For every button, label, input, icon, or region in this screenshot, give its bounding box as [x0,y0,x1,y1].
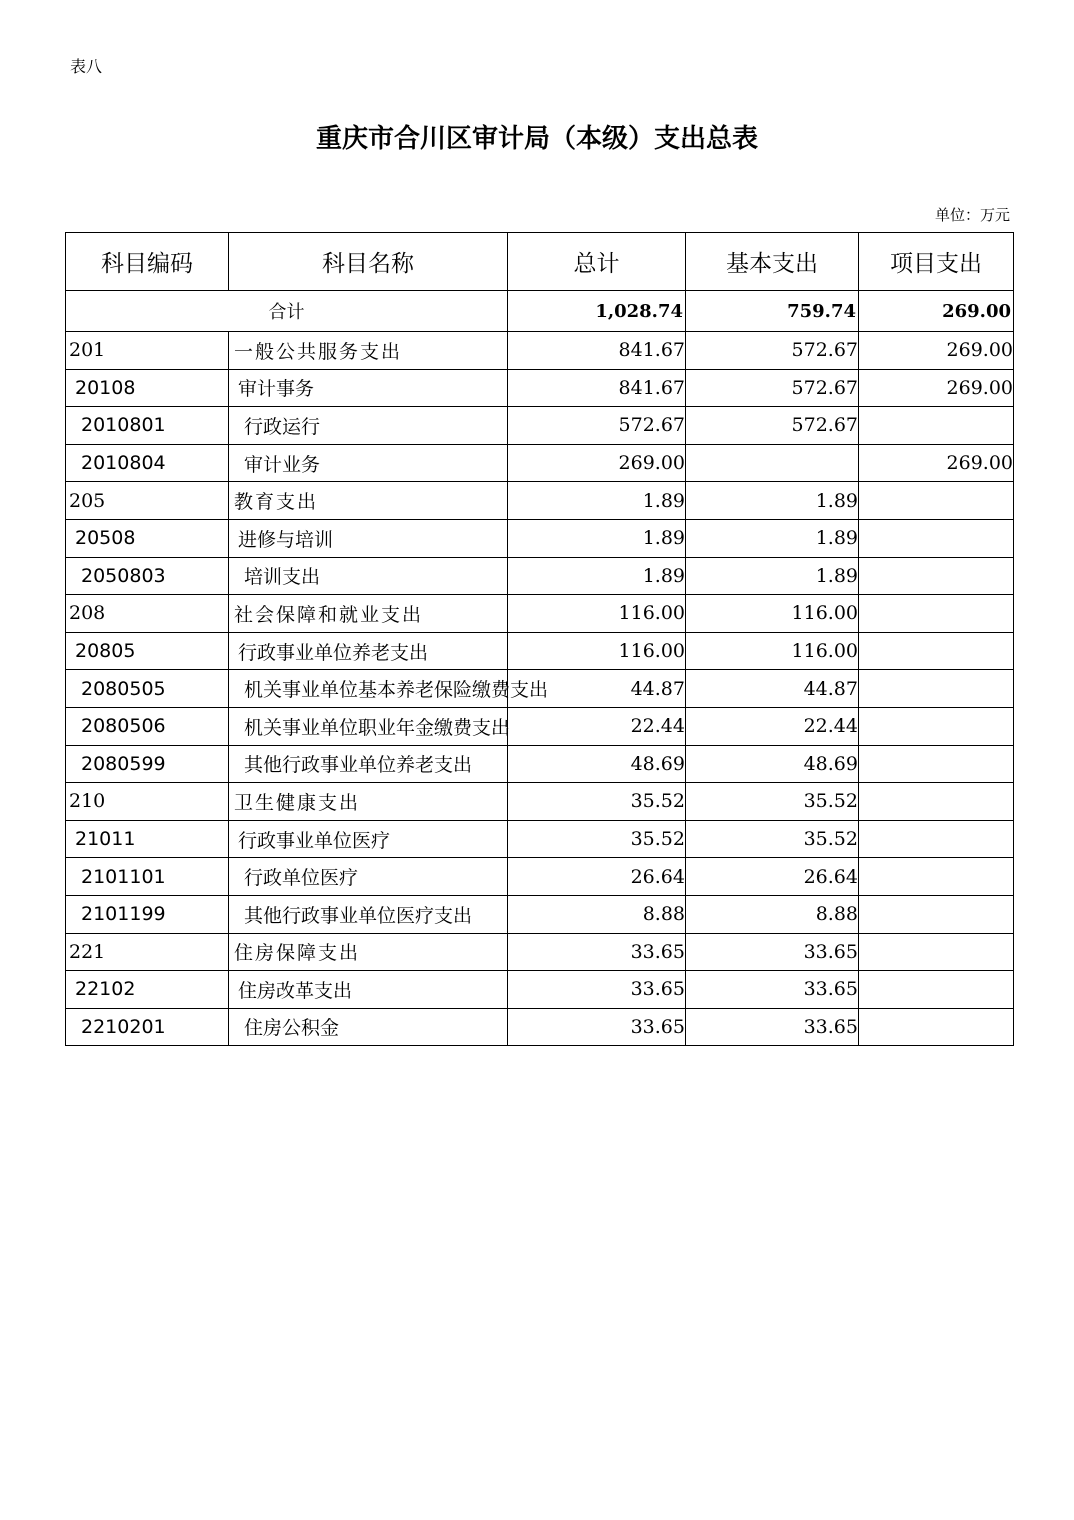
total-label: 合计 [66,291,508,332]
table-row [66,407,1014,445]
total-cell: 26.64 [508,858,686,896]
name-cell: 卫生健康支出 [229,783,508,821]
basic-cell: 22.44 [686,707,859,745]
total-cell: 33.65 [508,971,686,1009]
code-cell: 20108 [66,369,229,407]
total-cell: 33.65 [508,1008,686,1046]
total-cell: 1.89 [508,519,686,557]
basic-cell: 116.00 [686,632,859,670]
basic-cell: 35.52 [686,783,859,821]
code-cell: 21011 [66,820,229,858]
table-row [66,670,1014,708]
name-cell: 行政单位医疗 [229,858,508,896]
basic-cell: 1.89 [686,482,859,520]
table-row [66,933,1014,971]
name-cell: 一般公共服务支出 [229,332,508,370]
code-cell: 2080505 [66,670,229,708]
table-row [66,707,1014,745]
project-cell [859,482,1014,520]
total-cell: 116.00 [508,632,686,670]
total-cell: 269.00 [508,444,686,482]
code-cell: 2210201 [66,1008,229,1046]
project-cell [859,519,1014,557]
basic-cell: 44.87 [686,670,859,708]
total-cell: 48.69 [508,745,686,783]
project-cell: 269.00 [859,332,1014,370]
project-cell [859,1008,1014,1046]
basic-cell: 48.69 [686,745,859,783]
project-cell [859,971,1014,1009]
project-cell [859,632,1014,670]
total-basic-cell: 759.74 [686,291,859,332]
code-cell: 205 [66,482,229,520]
project-cell [859,895,1014,933]
name-cell: 住房保障支出 [229,933,508,971]
table-row [66,745,1014,783]
total-cell: 22.44 [508,707,686,745]
project-cell [859,670,1014,708]
name-cell: 进修与培训 [229,519,508,557]
basic-cell: 116.00 [686,595,859,633]
table-row [66,895,1014,933]
table-row [66,1008,1014,1046]
total-cell: 35.52 [508,783,686,821]
table-row [66,783,1014,821]
code-cell: 2010804 [66,444,229,482]
project-cell [859,407,1014,445]
total-cell: 8.88 [508,895,686,933]
code-cell: 2101199 [66,895,229,933]
table-row [66,332,1014,370]
code-cell: 2080506 [66,707,229,745]
code-cell: 201 [66,332,229,370]
project-cell [859,745,1014,783]
basic-cell [686,444,859,482]
name-cell: 行政运行 [229,407,508,445]
code-cell: 210 [66,783,229,821]
table-row [66,444,1014,482]
table-row [66,632,1014,670]
project-cell [859,707,1014,745]
column-header-total: 总计 [508,233,686,291]
name-cell: 行政事业单位养老支出 [229,632,508,670]
code-cell: 22102 [66,971,229,1009]
table-row [66,369,1014,407]
basic-cell: 33.65 [686,971,859,1009]
table-row [66,858,1014,896]
name-cell: 培训支出 [229,557,508,595]
name-cell: 机关事业单位职业年金缴费支出 [229,707,508,745]
total-cell: 116.00 [508,595,686,633]
basic-cell: 33.65 [686,933,859,971]
project-cell [859,858,1014,896]
code-cell: 20805 [66,632,229,670]
column-header-name: 科目名称 [229,233,508,291]
name-cell: 审计事务 [229,369,508,407]
project-cell [859,820,1014,858]
total-cell: 1.89 [508,482,686,520]
total-project-cell: 269.00 [859,291,1014,332]
code-cell: 221 [66,933,229,971]
name-cell: 其他行政事业单位医疗支出 [229,895,508,933]
total-cell: 841.67 [508,369,686,407]
basic-cell: 8.88 [686,895,859,933]
code-cell: 2101101 [66,858,229,896]
code-cell: 2010801 [66,407,229,445]
table-row [66,595,1014,633]
total-cell: 841.67 [508,332,686,370]
basic-cell: 1.89 [686,557,859,595]
basic-cell: 572.67 [686,332,859,370]
total-row [66,291,1014,332]
name-cell: 行政事业单位医疗 [229,820,508,858]
table-id: 表八 [70,57,103,76]
total-cell: 1,028.74 [508,291,686,332]
total-cell: 572.67 [508,407,686,445]
header-row [66,233,1014,291]
name-cell: 住房公积金 [229,1008,508,1046]
column-header-basic: 基本支出 [686,233,859,291]
basic-cell: 572.67 [686,369,859,407]
code-cell: 2050803 [66,557,229,595]
basic-cell: 33.65 [686,1008,859,1046]
project-cell [859,933,1014,971]
project-cell: 269.00 [859,444,1014,482]
total-cell: 33.65 [508,933,686,971]
table-row [66,971,1014,1009]
total-cell: 35.52 [508,820,686,858]
name-cell: 住房改革支出 [229,971,508,1009]
page-title: 重庆市合川区审计局（本级）支出总表 [315,124,758,154]
project-cell [859,595,1014,633]
project-cell [859,783,1014,821]
project-cell: 269.00 [859,369,1014,407]
table-row [66,482,1014,520]
table-row [66,519,1014,557]
basic-cell: 1.89 [686,519,859,557]
name-cell: 社会保障和就业支出 [229,595,508,633]
unit-label: 单位：万元 [934,206,1010,224]
name-cell: 其他行政事业单位养老支出 [229,745,508,783]
code-cell: 2080599 [66,745,229,783]
column-header-code: 科目编码 [66,233,229,291]
table-row [66,820,1014,858]
basic-cell: 35.52 [686,820,859,858]
table-row [66,557,1014,595]
name-cell: 机关事业单位基本养老保险缴费支出 [229,670,508,708]
name-cell: 审计业务 [229,444,508,482]
name-cell: 教育支出 [229,482,508,520]
basic-cell: 572.67 [686,407,859,445]
project-cell [859,557,1014,595]
code-cell: 208 [66,595,229,633]
total-cell: 1.89 [508,557,686,595]
total-cell: 44.87 [508,670,686,708]
expenditure-table [65,232,1014,1046]
code-cell: 20508 [66,519,229,557]
column-header-project: 项目支出 [859,233,1014,291]
basic-cell: 26.64 [686,858,859,896]
